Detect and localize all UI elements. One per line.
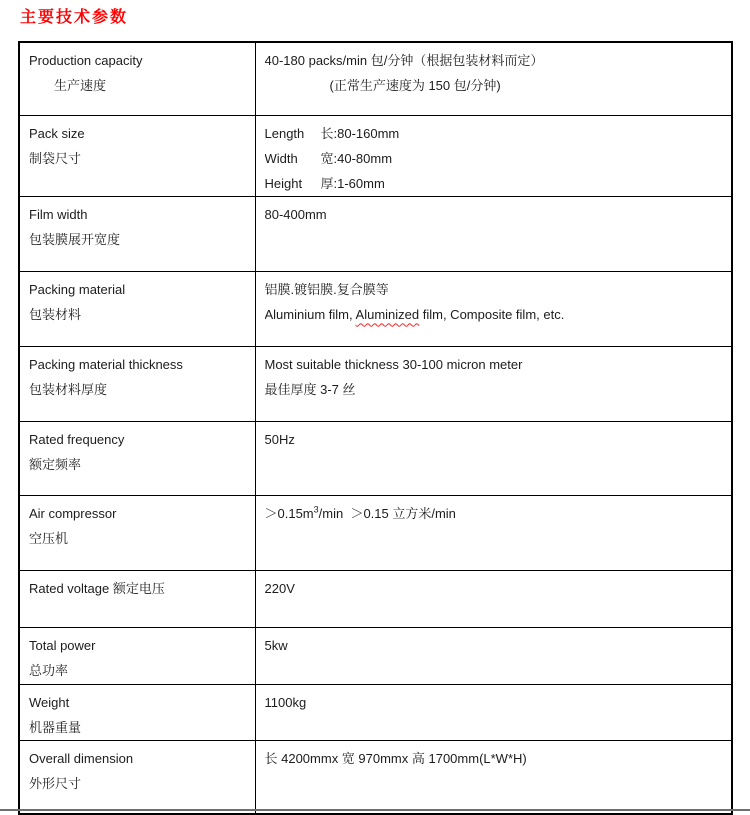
cell-text-line [265,746,724,771]
cell-text-line [29,73,247,98]
text-segment: ＞0.15m [264,505,314,521]
cell-text-line [265,73,724,98]
cell-text-line [29,690,247,715]
text-segment: 50Hz [264,431,295,447]
cell-text-line [29,302,247,327]
production-capacity-parameter-cell [19,42,255,115]
cell-text-line [265,352,724,377]
dimension-label: Height [264,175,303,191]
table-row-weight [19,684,732,740]
dimension-label: Width [264,150,298,166]
cell-text-line [29,452,247,477]
cell-text-line [265,427,724,452]
text-segment: 制袋尺寸 [29,150,82,166]
cell-text-line [265,633,724,658]
text-segment: Production capacity [29,53,143,68]
text-segment: 生产速度 [54,78,107,93]
pack-size-value-cell [255,115,732,196]
cell-text-line [29,146,247,171]
packing-material-value-cell [255,271,732,346]
cell-text-line [265,202,724,227]
cell-text-line [265,690,724,715]
pack-size-parameter-cell [19,115,255,196]
table-row-film-width [19,196,732,271]
text-segment: Rated frequency [29,431,125,447]
film-width-parameter-cell [19,196,255,271]
weight-parameter-cell [19,684,255,740]
spec-table-body [19,42,732,814]
air-compressor-value-cell [255,495,732,570]
table-row-packing-material [19,271,732,346]
text-segment: 包装膜展开宽度 [29,231,121,247]
text-segment: 空压机 [29,530,69,546]
table-row-total-power [19,627,732,684]
text-segment: 厚:1-60mm [320,175,385,191]
text-segment: 包装材料厚度 [29,381,108,397]
text-segment: film, Composite film, etc. [419,306,565,322]
page-bottom-divider [0,809,750,811]
cell-text-line [29,576,247,601]
spec-table [18,41,733,815]
cell-text-line [29,771,247,796]
cell-text-line [29,277,247,302]
cell-text-line [29,352,247,377]
dimension-label: Length [264,125,305,141]
text-segment: Pack size [29,125,85,141]
cell-text-line [265,48,724,73]
production-capacity-value-cell [255,42,732,115]
cell-text-line [29,121,247,146]
cell-text-line [265,146,724,171]
total-power-parameter-cell [19,627,255,684]
cell-text-line [29,202,247,227]
text-segment: Overall dimension [29,750,134,766]
rated-voltage-value-cell [255,570,732,627]
cell-text-line [29,501,247,526]
text-segment: Air compressor [29,505,117,521]
cell-text-line [265,501,724,526]
overall-dimension-value-cell [255,740,732,814]
text-segment: Packing material thickness [29,356,183,372]
text-segment: 机器重量 [29,719,82,735]
text-segment: 外形尺寸 [29,775,82,791]
table-row-packing-material-thickness [19,346,732,421]
table-row-overall-dimension [19,740,732,814]
text-segment: 包装材料 [29,306,82,322]
cell-text-line [265,171,724,196]
page-title: 主要技术参数 [20,9,129,26]
text-segment: Aluminium film, [264,306,356,322]
cell-text-line [29,377,247,402]
table-row-rated-voltage [19,570,732,627]
text-segment: /min ＞0.15 立方米/min [318,505,456,521]
text-segment: 5kw [264,637,288,653]
total-power-value-cell [255,627,732,684]
cell-text-line [29,658,247,683]
packing-material-parameter-cell [19,271,255,346]
text-segment: 40-180 packs/min 包/分钟（根据包装材料而定） [264,53,544,68]
cell-text-line [265,302,724,327]
cell-text-line [265,377,724,402]
text-segment: (正常生产速度为 150 包/分钟) [329,78,501,93]
text-segment: 总功率 [29,662,69,678]
table-row-rated-frequency [19,421,732,495]
cell-text-line [29,48,247,73]
packing-material-thickness-parameter-cell [19,346,255,421]
rated-frequency-parameter-cell [19,421,255,495]
cell-text-line [29,526,247,551]
cell-text-line [29,633,247,658]
rated-frequency-value-cell [255,421,732,495]
air-compressor-parameter-cell [19,495,255,570]
text-segment: Total power [29,637,96,653]
text-segment: Most suitable thickness 30-100 micron meter [264,356,523,372]
cell-text-line [29,227,247,252]
film-width-value-cell [255,196,732,271]
spellcheck-underlined-word: Aluminized [355,306,420,322]
weight-value-cell [255,684,732,740]
text-segment: 1100kg [264,694,307,710]
cell-text-line [29,715,247,740]
text-segment: 最佳厚度 3-7 丝 [264,381,356,397]
table-row-pack-size [19,115,732,196]
overall-dimension-parameter-cell [19,740,255,814]
text-segment: 额定频率 [29,456,82,472]
text-segment: 80-400mm [264,206,327,222]
text-segment: Packing material [29,281,126,297]
text-segment: 铝膜.镀铝膜.复合膜等 [264,281,389,297]
cell-text-line [29,427,247,452]
cell-text-line [265,576,724,601]
rated-voltage-parameter-cell [19,570,255,627]
text-segment: Film width [29,206,88,222]
text-segment: 长 4200mmx 宽 970mmx 高 1700mm(L*W*H) [264,750,527,766]
text-segment: 宽:40-80mm [320,150,393,166]
table-row-production-capacity [19,42,732,115]
text-segment: 220V [264,580,295,596]
cell-text-line [265,277,724,302]
cell-text-line [265,121,724,146]
table-row-air-compressor [19,495,732,570]
text-segment: Rated voltage 额定电压 [29,580,165,596]
superscript-text: 3 [313,504,319,515]
cell-text-line [29,746,247,771]
text-segment: Weight [29,694,70,710]
packing-material-thickness-value-cell [255,346,732,421]
text-segment: 长:80-160mm [320,125,400,141]
